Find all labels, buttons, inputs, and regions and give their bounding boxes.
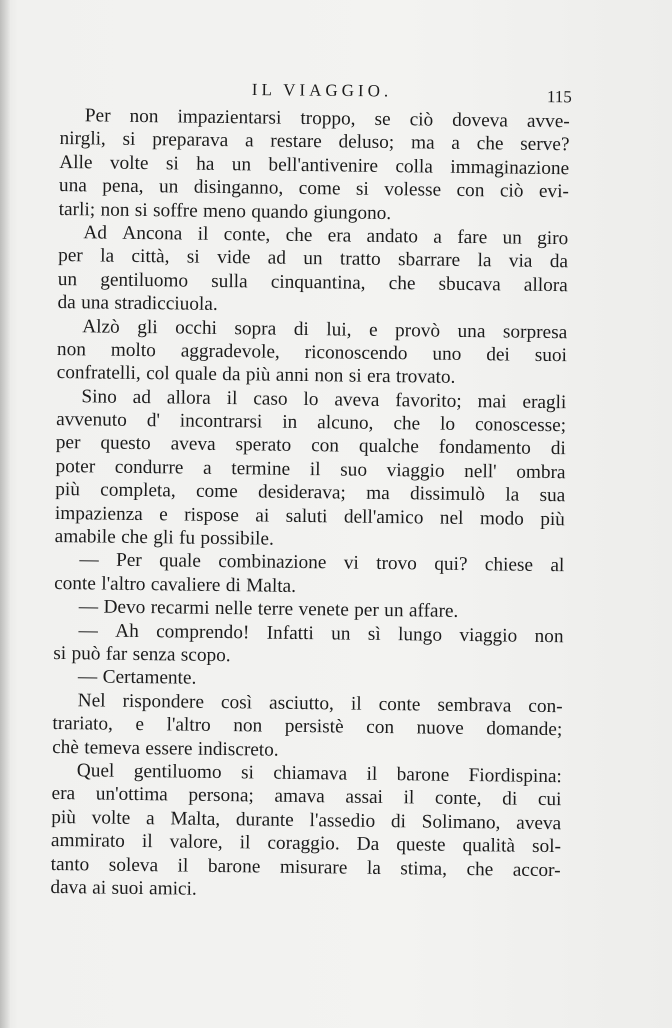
text-line: impazienza e rispose ai saluti dell'amico nel modo più <box>54 502 566 530</box>
text-line: si può far senza scopo. <box>53 642 231 667</box>
text-line: confratelli, col quale da più anni non si era trovato. <box>56 362 456 389</box>
text-line: Alzò gli occhi sopra di lui, e provò una sorpresa <box>82 315 568 343</box>
paragraph <box>52 689 563 765</box>
text-line: un gentiluomo sulla cinquantina, che sbucava allora <box>57 268 568 296</box>
text-line: Ad Ancona il conte, che era andato a fare un giro <box>83 222 569 250</box>
text-line: — Ah comprendo! Infatti un sì lungo viaggio non <box>78 619 564 647</box>
text-line: da una stradicciuola. <box>57 292 218 316</box>
text-line: più volte a Malta, durante l'assedio di Solimano, aveva <box>51 806 562 834</box>
text-line: amabile che gli fu possibile. <box>54 525 274 550</box>
text-line: per la città, si vide ad un tratto sbarrare la via da <box>58 245 569 273</box>
paragraph <box>57 221 568 321</box>
text-line: più completa, come desiderava; ma dissimulò la sua <box>55 479 566 507</box>
text-line: conte l'altro cavaliere di Malta. <box>54 572 297 597</box>
text-line: tanto soleva il barone misurare la stima, che accor- <box>50 853 561 881</box>
text-line: Per non impazientarsi troppo, se ciò doveva avve- <box>84 105 570 133</box>
text-line: — Certamente. <box>77 666 197 690</box>
text-line: nirgli, si preparava a restare deluso; ma a che serve? <box>59 128 570 156</box>
paragraph <box>59 104 570 227</box>
text-line: per questo aveva sperato con qualche fondamento di <box>55 432 566 460</box>
text-line: una pena, un disinganno, come si volesse con ciò evi- <box>58 175 570 203</box>
text-line: avvenuto d' incontrarsi in alcuno, che lo conoscesse; <box>56 409 567 437</box>
text-line: — Devo recarmi nelle terre venete per un affare. <box>78 596 459 623</box>
text-line: ammirato il valore, il coraggio. Da queste qualità sol- <box>50 830 562 858</box>
text-line: tarli; non si soffre meno quando giungono. <box>58 198 392 224</box>
text-line: trariato, e l'altro non persistè con nuove domande; <box>52 713 563 741</box>
page-binding-edge <box>0 0 10 1028</box>
paragraph <box>54 548 565 601</box>
text-line: Sino ad allora il caso lo aveva favorito; mai eragli <box>81 385 567 413</box>
paragraph <box>50 759 562 906</box>
text-line: era un'ottima persona; amava assai il conte, di cui <box>51 783 562 811</box>
body-text <box>50 104 570 905</box>
text-line: poter condurre a termine il suo viaggio nell' ombra <box>55 455 566 484</box>
paragraph <box>57 314 568 390</box>
text-line: Nel rispondere così asciutto, il conte sembrava con- <box>77 690 563 717</box>
paragraph <box>53 619 564 672</box>
running-title: IL VIAGGIO. <box>251 79 393 101</box>
paragraph <box>55 385 567 555</box>
text-line: — Per quale combinazione vi trovo qui? chiese al <box>79 549 565 577</box>
text-line: Quel gentiluomo si chiamava il barone Fiordispina: <box>76 760 562 788</box>
text-line: chè temeva essere indiscreto. <box>52 736 279 761</box>
text-line: dava ai suoi amici. <box>50 876 197 900</box>
text-line: Alle volte si ha un bell'antivenire colla immaginazione <box>59 151 570 180</box>
text-line: non molto aggradevole, riconoscendo uno dei suoi <box>56 338 568 367</box>
page-number: 115 <box>546 87 572 107</box>
